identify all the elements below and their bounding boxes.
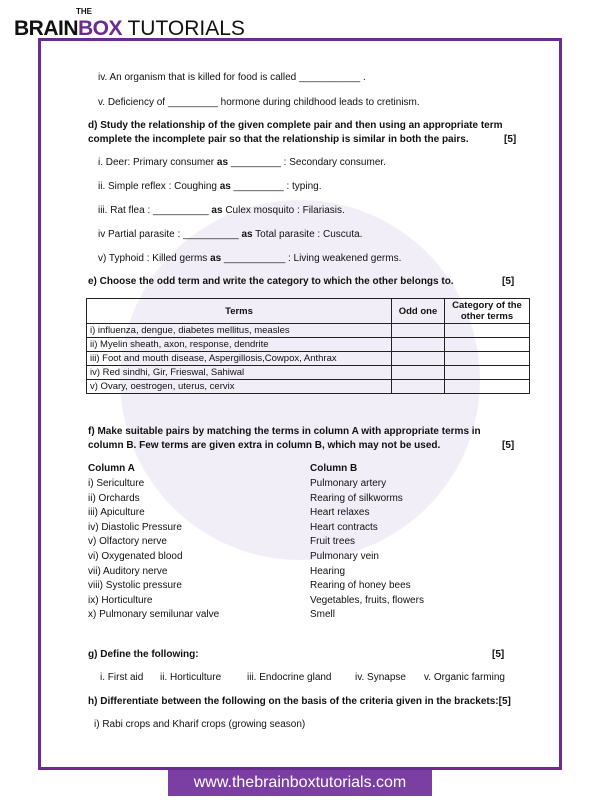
column-b-item: Pulmonary vein — [310, 551, 379, 562]
table-cell-blank — [445, 366, 530, 380]
table-row — [87, 352, 530, 366]
logo-the: THE — [76, 7, 92, 16]
column-a-item: iii) Apiculture — [88, 507, 145, 518]
col-header-category: Category of the other terms — [445, 299, 530, 324]
table-cell-terms: i) influenza, dengue, diabetes mellitus, measles — [87, 324, 392, 338]
logo-box: BOX — [78, 17, 123, 40]
column-b-item: Pulmonary artery — [310, 478, 387, 489]
column-a-item: i) Sericulture — [88, 478, 145, 489]
footer-url-banner[interactable]: www.thebrainboxtutorials.com — [168, 770, 432, 796]
section-g-marks: [5] — [492, 649, 505, 660]
column-b-item: Rearing of honey bees — [310, 580, 411, 591]
section-h-heading: h) Differentiate between the following on the basis of the criteria given in the brackets:[5] — [88, 696, 511, 707]
question-v: v. Deficiency of _________ hormone during childhood leads to cretinism. — [98, 97, 420, 108]
pair-item: v) Typhoid : Killed germs as ___________ : Living weakened germs. — [98, 253, 402, 264]
table-cell-terms: ii) Myelin sheath, axon, response, dendrite — [87, 338, 392, 352]
pair-item: iv Partial parasite : __________ as Total parasite : Cuscuta. — [98, 229, 363, 240]
pair-item: i. Deer: Primary consumer as _________ : Secondary consumer. — [98, 157, 386, 168]
table-row — [87, 338, 530, 352]
column-a-title: Column A — [88, 463, 135, 474]
section-e-marks: [5] — [502, 276, 515, 287]
section-f-marks: [5] — [502, 440, 515, 451]
table-cell-blank — [445, 380, 530, 394]
pair-item: iii. Rat flea : __________ as Culex mosquito : Filariasis. — [98, 205, 345, 216]
table-cell-blank — [445, 352, 530, 366]
section-d-heading-1: d) Study the relationship of the given complete pair and then using an appropriate term — [88, 120, 503, 131]
table-cell-terms: iii) Foot and mouth disease, Aspergillosis,Cowpox, Anthrax — [87, 352, 392, 366]
table-row — [87, 324, 530, 338]
table-cell-blank — [392, 380, 445, 394]
column-b-item: Heart contracts — [310, 522, 378, 533]
logo-brain: BRAIN — [14, 17, 78, 40]
table-header-row — [87, 299, 530, 324]
table-cell-blank — [392, 366, 445, 380]
table-row — [87, 380, 530, 394]
column-b-item: Vegetables, fruits, flowers — [310, 595, 424, 606]
question-iv: iv. An organism that is killed for food is called ___________ . — [98, 72, 366, 83]
table-cell-blank — [445, 324, 530, 338]
define-item: ii. Horticulture — [160, 672, 222, 683]
column-a-item: vi) Oxygenated blood — [88, 551, 183, 562]
table-cell-terms: iv) Red sindhi, Gir, Frieswal, Sahiwal — [87, 366, 392, 380]
column-b-item: Heart relaxes — [310, 507, 370, 518]
table-cell-blank — [392, 324, 445, 338]
define-item: iii. Endocrine gland — [247, 672, 332, 683]
column-a-item: x) Pulmonary semilunar valve — [88, 609, 220, 620]
column-b-title: Column B — [310, 463, 358, 474]
col-header-odd-one: Odd one — [392, 299, 445, 324]
table-row — [87, 366, 530, 380]
section-g-heading: g) Define the following: — [88, 649, 199, 660]
column-b-item: Smell — [310, 609, 336, 620]
table-cell-blank — [445, 338, 530, 352]
column-a-item: ii) Orchards — [88, 493, 140, 504]
section-d-marks: [5] — [504, 134, 517, 145]
column-a-item: iv) Diastolic Pressure — [88, 522, 182, 533]
section-f-heading-2: column B. Few terms are given extra in column B, which may not be used. — [88, 440, 441, 451]
table-cell-blank — [392, 352, 445, 366]
column-b-item: Rearing of silkworms — [310, 493, 403, 504]
column-b-item: Hearing — [310, 566, 346, 577]
section-e-heading: e) Choose the odd term and write the category to which the other belongs to. — [88, 276, 454, 287]
table-cell-blank — [392, 338, 445, 352]
differentiate-item: i) Rabi crops and Kharif crops (growing season) — [94, 719, 306, 730]
section-d-heading-2: complete the incomplete pair so that the relationship is similar in both the pairs. — [88, 134, 469, 145]
define-item: iv. Synapse — [355, 672, 406, 683]
column-a-item: ix) Horticulture — [88, 595, 153, 606]
section-f-heading-1: f) Make suitable pairs by matching the terms in column A with appropriate terms in — [88, 426, 481, 437]
col-header-terms: Terms — [87, 299, 392, 324]
define-item: v. Organic farming — [424, 672, 505, 683]
odd-term-table — [86, 298, 530, 394]
logo-tutorials: TUTORIALS — [122, 17, 245, 40]
pair-item: ii. Simple reflex : Coughing as _________ : typing. — [98, 181, 322, 192]
column-a-item: vii) Auditory nerve — [88, 566, 168, 577]
define-item: i. First aid — [100, 672, 144, 683]
column-a-item: v) Olfactory nerve — [88, 536, 167, 547]
column-a-item: viii) Systolic pressure — [88, 580, 182, 591]
column-b-item: Fruit trees — [310, 536, 356, 547]
table-cell-terms: v) Ovary, oestrogen, uterus, cervix — [87, 380, 392, 394]
